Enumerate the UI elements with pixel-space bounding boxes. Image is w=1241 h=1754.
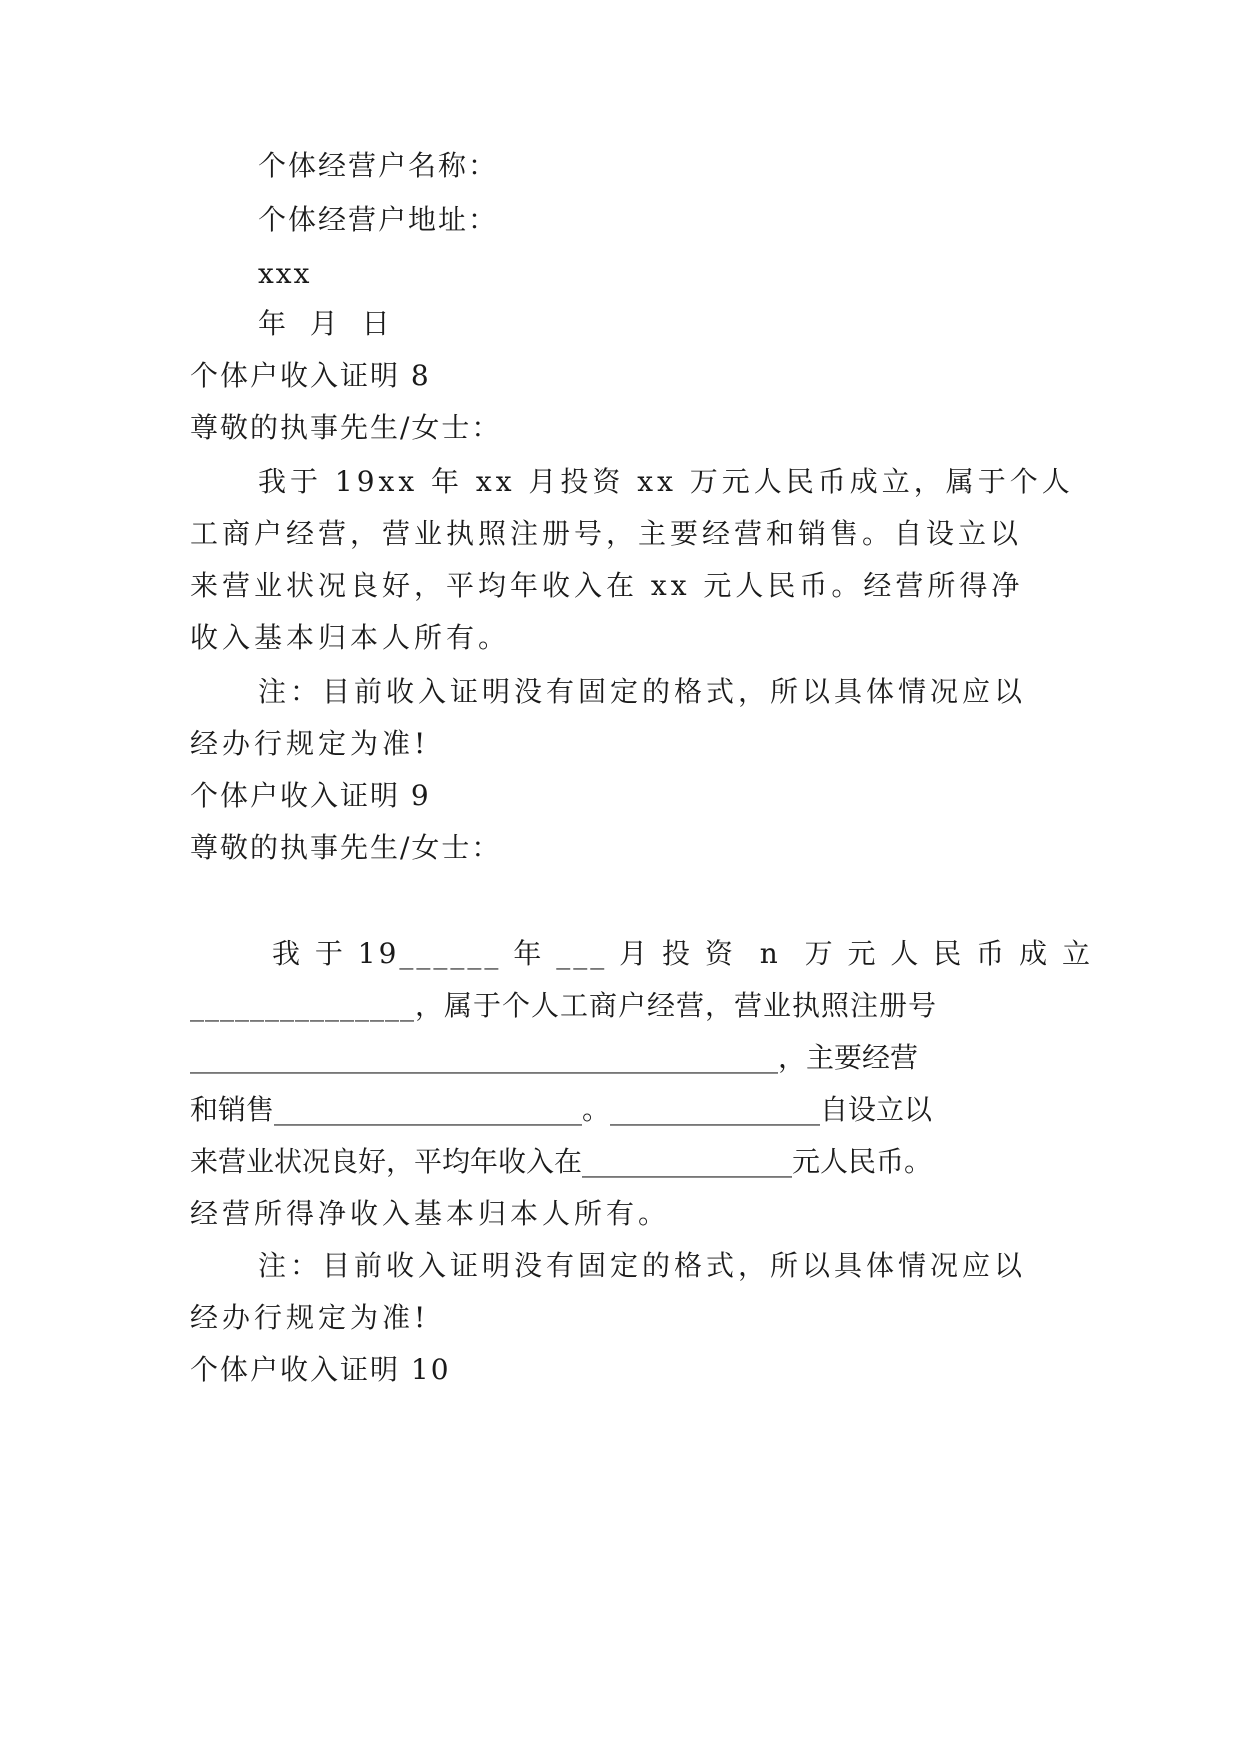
cert9-body-line: __________________________________________，主要经营 — [190, 1041, 919, 1074]
cert9-salutation: 尊敬的执事先生/女士： — [190, 831, 502, 864]
signature-text: xxx — [258, 257, 312, 290]
business-address-label: 个体经营户地址： — [258, 203, 499, 236]
cert9-body-line: 经营所得净收入基本归本人所有。 — [190, 1197, 671, 1230]
cert9-body-line: 我 于 19______ 年 ___ 月 投 资 n 万 元 人 民 币 成 立 — [272, 937, 1093, 970]
cert8-note-line: 经办行规定为准! — [190, 727, 430, 760]
cert8-body-line: 来营业状况良好，平均年收入在 xx 元人民币。经营所得净 — [190, 569, 1024, 602]
cert8-note-line: 注：目前收入证明没有固定的格式，所以具体情况应以 — [258, 675, 1027, 708]
date-line: 年 月 日 — [258, 307, 392, 340]
cert8-body-line: 我于 19xx 年 xx 月投资 xx 万元人民币成立，属于个人 — [258, 465, 1074, 498]
cert9-note-line: 经办行规定为准! — [190, 1301, 430, 1334]
cert9-body-line: 来营业状况良好，平均年收入在_______________元人民币。 — [190, 1145, 933, 1178]
cert10-title: 个体户收入证明 10 — [190, 1353, 451, 1386]
business-name-label: 个体经营户名称： — [258, 149, 499, 182]
cert9-body-line: 和销售______________________。_______________自设立以 — [190, 1093, 933, 1126]
cert8-body-line: 工商户经营，营业执照注册号，主要经营和销售。自设立以 — [190, 517, 1023, 550]
cert9-title: 个体户收入证明 9 — [190, 779, 431, 812]
cert9-body-line: _______________，属于个人工商户经营，营业执照注册号 — [190, 989, 938, 1022]
cert8-body-line: 收入基本归本人所有。 — [190, 621, 511, 654]
cert8-title: 个体户收入证明 8 — [190, 359, 431, 392]
cert9-note-line: 注：目前收入证明没有固定的格式，所以具体情况应以 — [258, 1249, 1027, 1282]
cert8-salutation: 尊敬的执事先生/女士： — [190, 411, 502, 444]
